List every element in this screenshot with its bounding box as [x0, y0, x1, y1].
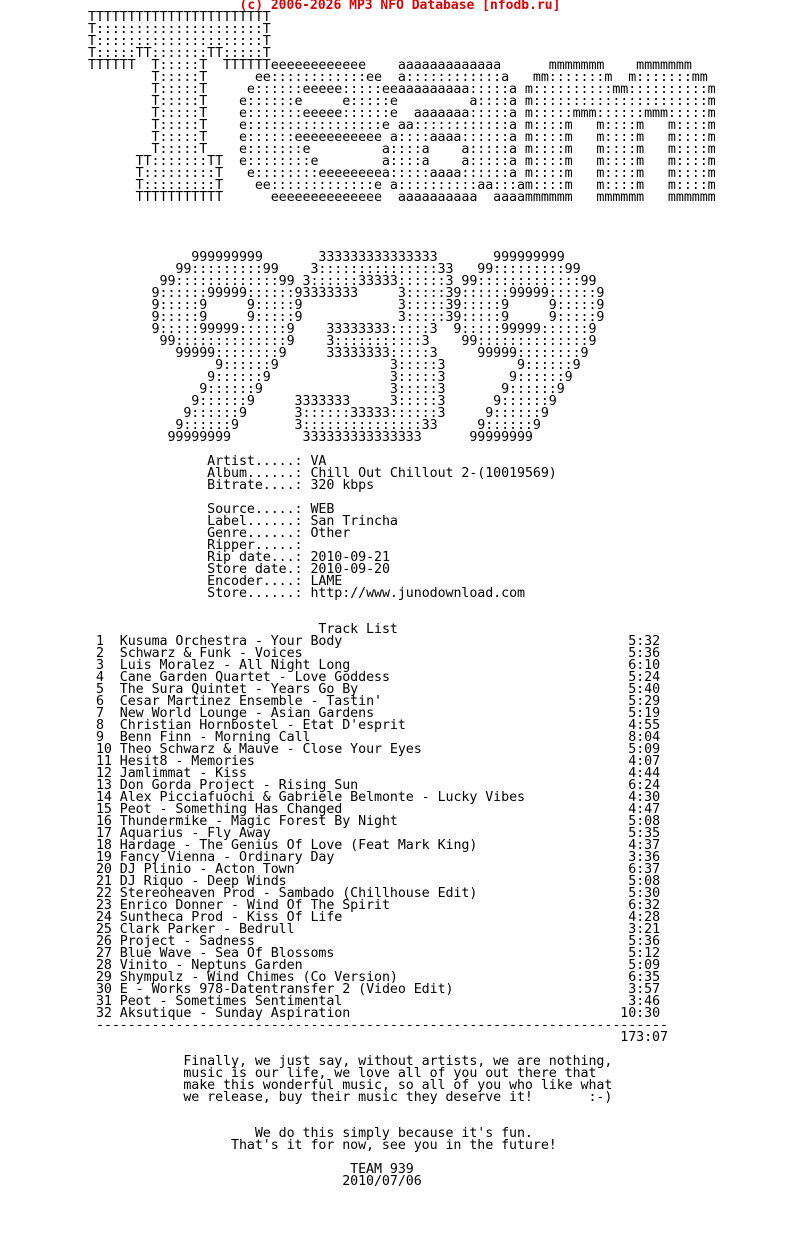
track-time: 4:55 — [628, 718, 661, 733]
track-time: 5:40 — [628, 682, 661, 697]
logo-team-line: T:::::T e::::::eeeeeeeeeee a::::aaaa::::::a m::::m m::::m m::::m — [88, 130, 716, 145]
track-number: 20 — [95, 862, 112, 877]
divider: ------------------------------------------------------------------------ — [88, 1018, 668, 1033]
track-title: Jamlimmat - Kiss — [119, 766, 247, 781]
track-time: 4:37 — [628, 838, 661, 853]
logo-team-line: T:::::T e::::::e e:::::e a::::a m::::::::::::::::::::::m — [88, 94, 716, 109]
track-number: 32 — [95, 1006, 112, 1021]
track-number: 10 — [95, 742, 112, 757]
release-date: 2010/07/06 — [88, 1174, 422, 1189]
logo-939-line: 9::::::9 3:::::3 9::::::9 — [88, 358, 581, 373]
track-number: 25 — [95, 922, 112, 937]
info-row-label: Album......: — [207, 466, 303, 481]
track-number: 13 — [95, 778, 112, 793]
track-time: 4:30 — [628, 790, 661, 805]
track-title: Don Gorda Project - Rising Sun — [119, 778, 359, 793]
track-number: 31 — [95, 994, 112, 1009]
track-time: 10:30 — [620, 1006, 661, 1021]
track-number: 7 — [95, 706, 104, 721]
logo-939-line: 9::::::9 3::::::33333::::::3 9::::::9 — [88, 406, 549, 421]
closing-line: We do this simply because it's fun. — [88, 1126, 533, 1141]
track-title: Fancy Vienna - Ordinary Day — [119, 850, 335, 865]
track-time: 5:08 — [628, 874, 661, 889]
track-title: Blue Wave - Sea Of Blossoms — [119, 946, 335, 961]
logo-team-line: T:::::T e::::::eeeee:::::eeaaaaaaaaa:::::a m::::::::::mm::::::::::m — [88, 82, 716, 97]
meta-row-label: Ripper.....: — [207, 538, 303, 553]
meta-row-value: San Trincha — [310, 514, 398, 529]
track-time: 4:07 — [628, 754, 661, 769]
track-time: 5:08 — [628, 814, 661, 829]
meta-row-label: Rip date...: — [207, 550, 303, 565]
logo-939-line: 9::::::9 3:::::3 9::::::9 — [88, 370, 573, 385]
track-number: 5 — [95, 682, 104, 697]
logo-team-line: T:::::T e:::::::eeeee::::::e aaaaaaa:::::a m:::::mmm::::::mmm:::::m — [88, 106, 716, 121]
track-title: Suntheca Prod - Kiss Of Life — [119, 910, 343, 925]
info-row — [207, 478, 374, 493]
track-title: Peot - Sometimes Sentimental — [119, 994, 343, 1009]
meta-row-label: Genre......: — [207, 526, 303, 541]
track-title: Christian Hornbostel - Etat D'esprit — [119, 718, 406, 733]
logo-939-line: 99:::::::::::::99 3::::::33333::::::3 99:::::::::::::99 — [88, 274, 597, 289]
track-number: 21 — [95, 874, 112, 889]
track-number: 14 — [95, 790, 112, 805]
track-time: 4:44 — [628, 766, 661, 781]
track-number: 28 — [95, 958, 112, 973]
logo-team-line: TT:::::::TT e::::::::e a::::a a:::::a m::::m m::::m m::::m — [88, 154, 716, 169]
closing-line: That's it for now, see you in the future! — [88, 1138, 557, 1153]
message-line: Finally, we just say, without artists, we are nothing, — [88, 1054, 613, 1069]
track-time: 6:35 — [628, 970, 661, 985]
meta-row-label: Encoder....: — [207, 574, 303, 589]
logo-939-line: 9::::::9 3:::::::::::::::33 9::::::9 — [88, 418, 541, 433]
track-time: 5:09 — [628, 958, 661, 973]
logo-939-line: 9:::::99999::::::9 33333333:::::3 9:::::99999::::::9 — [88, 322, 597, 337]
logo-team-line: T:::::::::::::::::::::T — [88, 22, 271, 37]
track-time: 5:12 — [628, 946, 661, 961]
track-number: 23 — [95, 898, 112, 913]
track-title: Stereoheaven Prod - Sambado (Chillhouse Edit) — [119, 886, 478, 901]
track-number: 27 — [95, 946, 112, 961]
info-row-value: Chill Out Chillout 2-(10019569) — [310, 466, 557, 481]
track-time: 5:29 — [628, 694, 661, 709]
track-time: 5:09 — [628, 742, 661, 757]
track-number: 29 — [95, 970, 112, 985]
track-time: 5:36 — [628, 934, 661, 949]
track-title: Vinito - Neptuns Garden — [119, 958, 303, 973]
track-title: Luis Moralez - All Night Long — [119, 658, 351, 673]
logo-939-line: 9:::::9 9:::::9 3:::::39:::::9 9:::::9 — [88, 310, 605, 325]
track-number: 1 — [95, 634, 104, 649]
track-number: 2 — [95, 646, 104, 661]
track-title: Benn Finn - Morning Call — [119, 730, 311, 745]
track-title: Kusuma Orchestra - Your Body — [119, 634, 343, 649]
meta-row-label: Store date.: — [207, 562, 303, 577]
logo-team-line: TTTTTT T:::::T TTTTTTeeeeeeeeeeee aaaaaaaaaaaaa mmmmmmm mmmmmmm — [88, 58, 692, 73]
track-title: Aksutique - Sunday Aspiration — [119, 1006, 351, 1021]
logo-939-line: 9::::::9 3333333 3:::::3 9::::::9 — [88, 394, 557, 409]
track-number: 30 — [95, 982, 112, 997]
track-title: Aquarius - Fly Away — [119, 826, 271, 841]
logo-939-line: 9::::::9 3:::::3 9::::::9 — [88, 382, 565, 397]
logo-939-line: 9:::::9 9:::::9 3:::::39:::::9 9:::::9 — [88, 298, 605, 313]
track-title: New World Lounge - Asian Gardens — [119, 706, 375, 721]
track-time: 4:47 — [628, 802, 661, 817]
track-time: 5:35 — [628, 826, 661, 841]
logo-team-line: T:::::::::::::::::::::T — [88, 34, 271, 49]
track-number: 17 — [95, 826, 112, 841]
logo-team-line: TTTTTTTTTTTTTTTTTTTTTTT — [88, 10, 271, 25]
message-line: music is our life, we love all of you out there that — [88, 1066, 597, 1081]
meta-row-label: Label......: — [207, 514, 303, 529]
track-number: 26 — [95, 934, 112, 949]
logo-939-line: 99::::::::::::::9 3:::::::::::3 99::::::::::::::9 — [88, 334, 597, 349]
track-title: Schwarz & Funk - Voices — [119, 646, 303, 661]
track-title: Alex Picciafuochi & Gabriele Belmonte - Lucky Vibes — [119, 790, 525, 805]
logo-939-line: 9::::::99999::::::93333333 3:::::39::::::99999::::::9 — [88, 286, 605, 301]
track-time: 6:24 — [628, 778, 661, 793]
track-number: 6 — [95, 694, 104, 709]
track-number: 12 — [95, 766, 112, 781]
tracklist-title: Track List — [318, 622, 398, 637]
track-time: 3:46 — [628, 994, 661, 1009]
track-time: 5:24 — [628, 670, 661, 685]
site-header: (c) 2006-2026 MP3 NFO Database [nfodb.ru] — [239, 0, 561, 13]
total-time: 173:07 — [88, 1030, 668, 1045]
track-title: E - Works 978-Datentransfer 2 (Video Edit) — [119, 982, 454, 997]
track-title: Hesit8 - Memories — [119, 754, 255, 769]
meta-row-value: WEB — [310, 502, 335, 517]
info-row-value: 320 kbps — [310, 478, 375, 493]
meta-row-label: Store......: — [207, 586, 303, 601]
track-number: 22 — [95, 886, 112, 901]
track-number: 18 — [95, 838, 112, 853]
info-row-label: Bitrate....: — [207, 478, 303, 493]
track-title: Peot - Something Has Changed — [119, 802, 343, 817]
info-row-label: Artist.....: — [207, 454, 303, 469]
meta-row-label: Source.....: — [207, 502, 303, 517]
meta-row-value: http://www.junodownload.com — [310, 586, 525, 601]
track-title: Hardage - The Genius Of Love (Feat Mark King) — [119, 838, 478, 853]
track-number: 9 — [95, 730, 104, 745]
team-name: TEAM 939 — [88, 1162, 414, 1177]
track-number: 11 — [95, 754, 112, 769]
track-time: 8:04 — [628, 730, 661, 745]
track-title: DJ Plinio - Acton Town — [119, 862, 295, 877]
track-time: 3:21 — [628, 922, 661, 937]
nfo-text — [88, 12, 716, 1188]
track-number: 3 — [95, 658, 104, 673]
track-time: 3:57 — [628, 982, 661, 997]
track-number: 24 — [95, 910, 112, 925]
track-title: Cesar Martinez Ensemble - Tastin' — [119, 694, 382, 709]
track-time: 5:36 — [628, 646, 661, 661]
logo-939-line: 99:::::::::99 3:::::::::::::::33 99:::::::::99 — [88, 262, 581, 277]
track-title: Theo Schwarz & Mauve - Close Your Eyes — [119, 742, 422, 757]
logo-team-line: T:::::TT:::::::TT:::::T — [88, 46, 271, 61]
track-number: 19 — [95, 850, 112, 865]
track-number: 4 — [95, 670, 104, 685]
track-title: Cane Garden Quartet - Love Goddess — [119, 670, 390, 685]
track-time: 6:10 — [628, 658, 661, 673]
track-title: Enrico Donner - Wind Of The Spirit — [119, 898, 390, 913]
track-time: 5:30 — [628, 886, 661, 901]
track-number: 8 — [95, 718, 104, 733]
track-title: Thundermike - Magic Forest By Night — [119, 814, 398, 829]
meta-row — [207, 586, 525, 601]
meta-row-value: 2010-09-21 — [310, 550, 390, 565]
meta-row-value: LAME — [310, 574, 343, 589]
logo-939-line: 99999999 333333333333333 99999999 — [88, 430, 533, 445]
logo-team-line: T:::::::::T e::::::::eeeeeeeea:::::aaaa::::::a m::::m m::::m m::::m — [88, 166, 716, 181]
track-time: 5:32 — [628, 634, 661, 649]
track-title: Clark Parker - Bedrull — [119, 922, 295, 937]
meta-row-value: 2010-09-20 — [310, 562, 390, 577]
message-line: we release, buy their music they deserve it! :-) — [88, 1090, 613, 1105]
logo-939-line: 99999::::::::9 33333333:::::3 99999::::::::9 — [88, 346, 589, 361]
logo-team-line: TTTTTTTTTTT eeeeeeeeeeeeee aaaaaaaaaa aaaammmmmm mmmmmm mmmmmm — [88, 190, 716, 205]
logo-team-line: T:::::::::T ee:::::::::::::e a::::::::::aa:::am::::m m::::m m::::m — [88, 178, 716, 193]
track-title: DJ Riquo - Deep Winds — [119, 874, 287, 889]
track-number: 16 — [95, 814, 112, 829]
logo-team-line: T:::::T e:::::::e a::::a a:::::a m::::m m::::m m::::m — [88, 142, 716, 157]
track-number: 15 — [95, 802, 112, 817]
track-time: 6:37 — [628, 862, 661, 877]
track-title: Project - Sadness — [119, 934, 255, 949]
meta-row-value: Other — [310, 526, 351, 541]
message-line: make this wonderful music, so all of you who like what — [88, 1078, 613, 1093]
track-time: 3:36 — [628, 850, 661, 865]
info-row-value: VA — [310, 454, 327, 469]
track-time: 5:19 — [628, 706, 661, 721]
logo-939-line: 999999999 333333333333333 999999999 — [88, 250, 565, 265]
track-time: 6:32 — [628, 898, 661, 913]
logo-team-line: T:::::T e:::::::::::::::::e aa::::::::::::a m::::m m::::m m::::m — [88, 118, 716, 133]
track-time: 4:28 — [628, 910, 661, 925]
track-title: The Sura Quintet - Years Go By — [119, 682, 359, 697]
track-title: Shympulz - Wind Chimes (Co Version) — [119, 970, 398, 985]
logo-team-line: T:::::T ee::::::::::::ee a::::::::::::a mm:::::::m m:::::::mm — [88, 70, 708, 85]
